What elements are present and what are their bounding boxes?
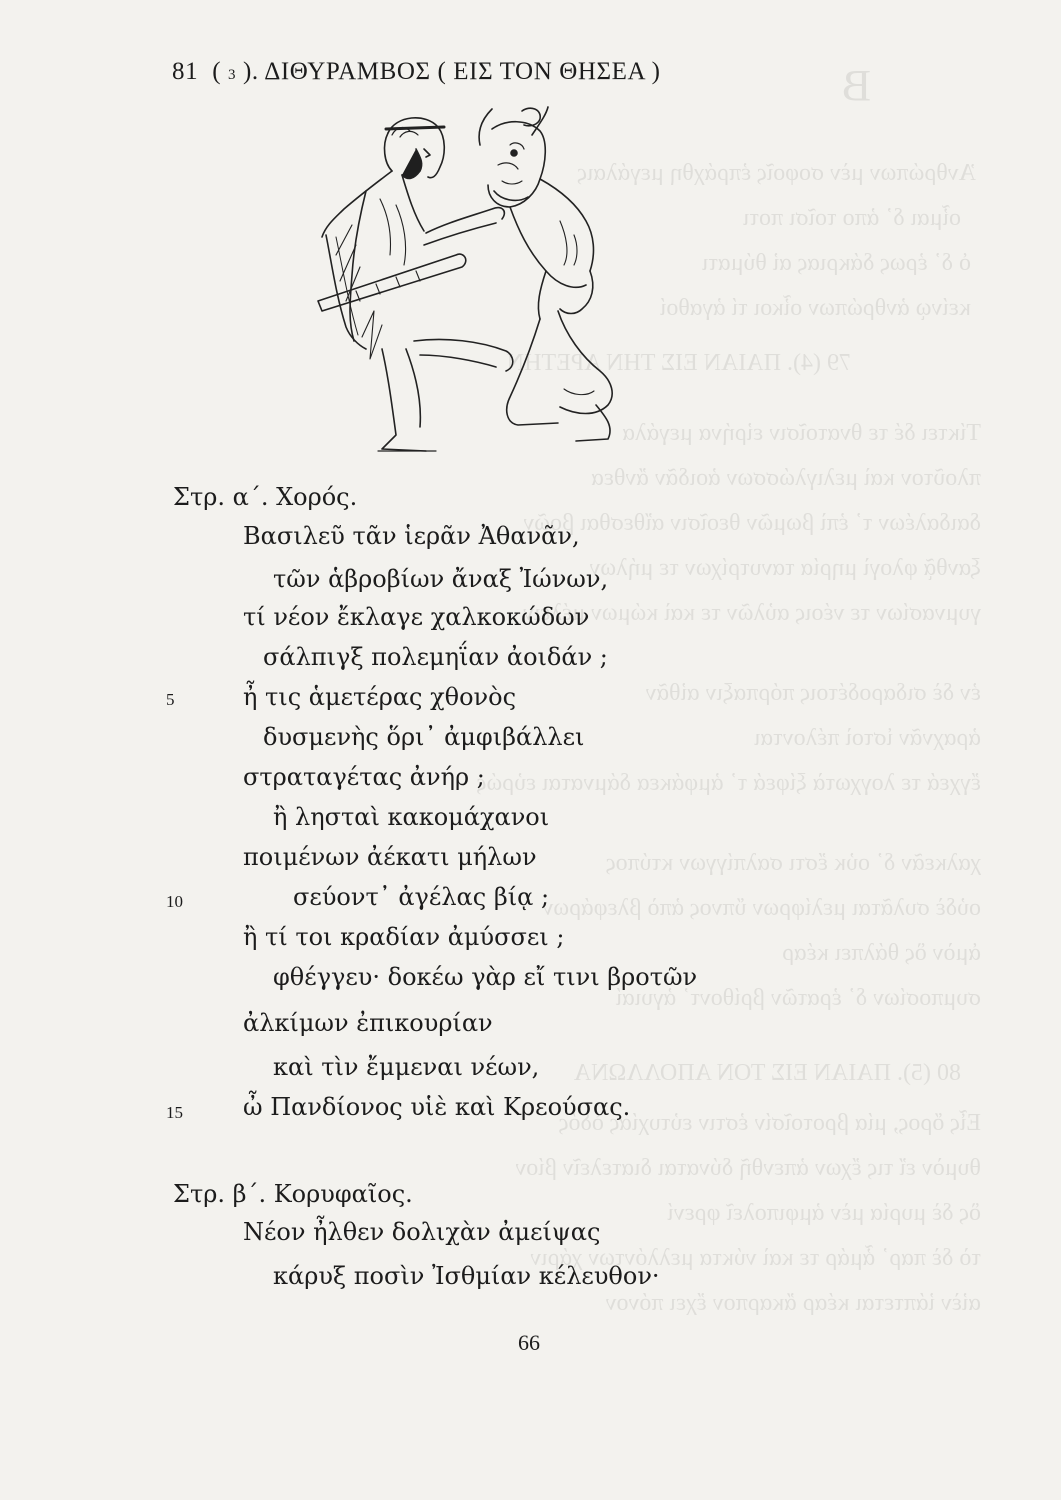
- verse-line: Νέον ἦλθεν δολιχὰν ἀμείψας: [243, 1218, 601, 1246]
- verse-line: ἢ λησταὶ κακομάχανοι: [273, 803, 550, 831]
- verse-line: τί νέον ἔκλαγε χαλκοκώδων: [243, 603, 590, 631]
- verse-line: φθέγγευ· δοκέω γὰρ εἴ τινι βροτῶν: [273, 963, 698, 991]
- verse-line: δυσμενὴς ὅρι᾽ ἀμφιβάλλει: [263, 723, 585, 751]
- poem-number: 81: [172, 58, 199, 85]
- theseus-minotaur-illustration: [296, 105, 646, 460]
- page-number: 66: [518, 1330, 540, 1355]
- line-number: 15: [166, 1103, 183, 1122]
- verse-line: σάλπιγξ πολεμηΐαν ἀοιδάν ;: [263, 643, 608, 671]
- line-number: 10: [166, 892, 183, 911]
- verse-line: ποιμένων ἀέκατι μήλων: [243, 843, 537, 871]
- verse-line: σεύοντ᾽ ἀγέλας βίᾳ ;: [293, 883, 550, 911]
- verse-line: ἢ τί τοι κραδίαν ἀμύσσει ;: [243, 923, 565, 951]
- line-number: 5: [166, 690, 175, 709]
- bleed-through-text: B Ἀνθρώπων μὲν σοφοῖς ἐπράχθη μεγάλαις οἶμαι δ᾽ ἀπο τοῖσι ποτι ὁ δ᾽ ἐρως δάκριας αἰ θύματι κείνῳ ἀνθρώπων οἶκοι τί ἀγαθοί 79 (4). ΠΑΙΑΝ ΕΙΣ ΤΗΝ ΑΡΕΤΗΝ Τίκτει δέ τε θνατοῖσιν εἰρήνα μεγάλα πλοῦτον καὶ μελιγλώσσων ἀοιδᾶν ἄνθεα δαιδαλέων τ᾽ ἐπὶ βωμῶν θεοῖσιν αἴθεσθαι βοῶν ξανθᾷ φλογὶ μηρία τανυτρίχων τε μήλων γυμνασίων τε νέοις αὐλῶν τε καὶ κώμων μέλειν ἐν δὲ σιδαροδέτοις πόρπαξιν αἰθᾶν ἀραχνᾶν ἱστοὶ πέλονται ἔγχεά τε λογχωτὰ ξίφεά τ᾽ ἀμφάκεα δάμναται εὐρώς χαλκεᾶν δ᾽ οὐκ ἔστι σαλπίγγων κτύπος οὐδὲ συλᾶται μελίφρων ὕπνος ἀπὸ βλεφάρων ἁμὸν ὃς θάλπει κέαρ συμποσίων δ᾽ ἐρατῶν βρίθοντ᾽ ἀγυιαί 80 (5). ΠΑΙΑΝ ΕΙΣ ΤΟΝ ΑΠΟΛΛΩΝΑ Εἷς ὅρος, μία βροτοῖσίν ἐστιν εὐτυχίας ὁδός θυμὸν εἴ τις ἔχων ἀπενθῆ δύναται διατελεῖν βίον ὃς δὲ μυρία μὲν ἀμφιπολεῖ φρενί τὸ δὲ παρ᾽ ἆμάρ τε καὶ νύκτα μελλόντων χάριν αἰὲν ἰάπτεται κέαρ ἄκαρπον ἔχει πόνον: [476, 61, 981, 1316]
- page-header: [172, 58, 661, 86]
- strophe-1-label: Στρ. α΄. Χορός.: [173, 483, 358, 511]
- verse-line: ἀλκίμων ἐπικουρίαν: [243, 1009, 493, 1037]
- verse-line: ἦ τις ἁμετέρας χθονὸς: [243, 683, 517, 711]
- poem-subnumber-open: (: [212, 58, 228, 85]
- poem-subnumber-close: ).: [236, 58, 265, 85]
- strophe-2-label: Στρ. β΄. Κορυφαῖος.: [173, 1180, 413, 1208]
- verse-line: κάρυξ ποσὶν Ἰσθμίαν κέλευθον·: [273, 1262, 660, 1290]
- verse-line: τῶν ἁβροβίων ἄναξ Ἰώνων,: [273, 565, 609, 593]
- poem-subnumber: 3: [227, 67, 237, 83]
- verse-line: Βασιλεῦ τᾶν ἱερᾶν Ἀθανᾶν,: [243, 522, 580, 550]
- verse-line: στραταγέτας ἀνήρ ;: [243, 763, 485, 791]
- verse-line: ὦ Πανδίονος υἱὲ καὶ Κρεούσας.: [243, 1093, 631, 1121]
- poem-title: ΔΙΘΥΡΑΜΒΟΣ ( ΕΙΣ ΤΟΝ ΘΗΣΕΑ ): [264, 58, 661, 85]
- verse-line: καὶ τὶν ἔμμεναι νέων,: [273, 1053, 540, 1081]
